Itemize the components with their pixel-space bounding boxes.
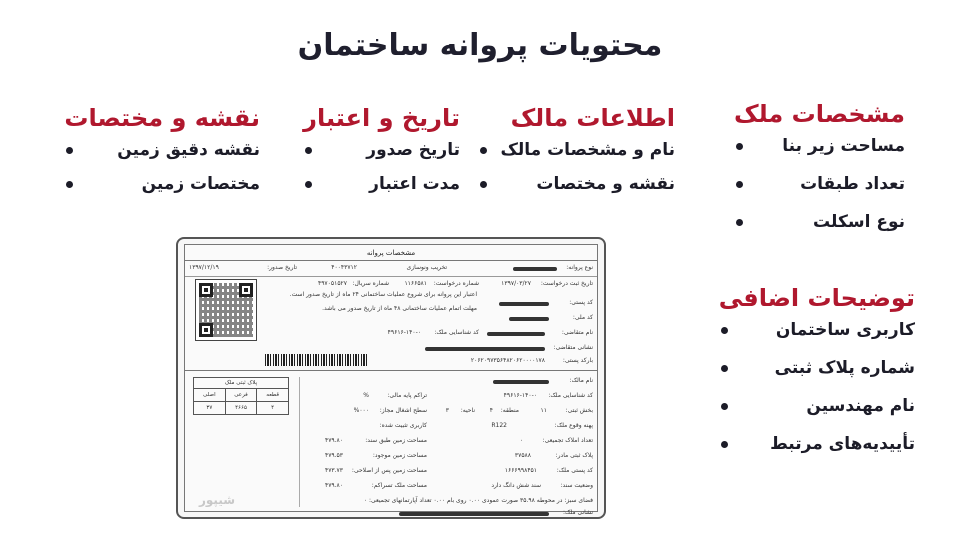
district-label: منطقه: (500, 407, 519, 414)
postal-barcode (265, 354, 369, 366)
deed-area-label: مساحت زمین طبق سند: (365, 437, 427, 444)
table-cell: فرعی (225, 389, 257, 401)
merged-count-value: ۰ (519, 437, 523, 444)
property-id-value: ۴۹۶۱۶-۱۴۰-۰ (387, 329, 421, 336)
plate-table-header-row (194, 389, 288, 402)
request-date-value: ۱۳۹۷/۰۳/۲۷ (501, 280, 531, 287)
bullet-list (303, 140, 460, 194)
postal-code-label: کد پستی: (569, 299, 593, 306)
issue-date-value: ۱۳۹۷/۱۲/۱۹ (189, 264, 219, 271)
bullet-list (478, 140, 675, 194)
applicant-address-label: نشانی متقاضی: (553, 344, 593, 351)
list-item: مختصات زمین (64, 174, 260, 194)
list-item: نام مهندسین (719, 396, 915, 416)
density-area-label: مساحت ملک تسراکم: (371, 482, 427, 489)
national-code-label: کد ملی: (572, 314, 593, 321)
list-item: شماره پلاک ثبتی (719, 358, 915, 378)
permit-type-value: تخریب ونوسازی (406, 264, 447, 271)
deed-status-label: وضعیت سند: (560, 482, 593, 489)
permit-serial: ۴۰۰۴۳۷۱۲ (331, 264, 357, 271)
qr-finder (199, 283, 213, 297)
registry-section-value: ۱۱ (540, 407, 547, 414)
bullet-list (734, 136, 905, 232)
table-cell: ۴ (256, 402, 288, 415)
request-no-value: ۱۱۶۶۵۸۱ (404, 280, 427, 287)
list-item: مساحت زیر بنا (734, 136, 905, 156)
zone-value: R122 (491, 422, 507, 429)
postal-barcode-label: بارکد پستی: (562, 357, 593, 364)
notice-completion: مهلت اتمام عملیات ساختمانی ۴۸ ماه از تاریخ صدور می باشد. (322, 305, 477, 312)
green-space-line: فضای سبز: در محوطه ۳۵.۹۸ صورت عمودی ۰.۰۰ روی بام ۰.۰۰ تعداد آپارتمانهای تجمیعی: ۰ (363, 497, 593, 504)
qr-finder (239, 283, 253, 297)
property-id-label: کد شناسایی ملک: (434, 329, 479, 336)
redaction-bar (509, 317, 549, 321)
section-title: مشخصات ملک (734, 100, 905, 128)
qr-finder (199, 323, 213, 337)
section-title: تاریخ و اعتبار (303, 104, 460, 132)
table-cell: ۴۶۶۵ (225, 402, 257, 415)
redaction-bar (513, 267, 557, 271)
section-property-specs (734, 100, 905, 250)
table-cell: قطعه (256, 389, 288, 401)
property-postal-value: ۱۶۶۶۹۹۸۴۵۱ (504, 467, 537, 474)
list-item: مدت اعتبار (303, 174, 460, 194)
issue-date-label: تاریخ صدور: (267, 264, 297, 271)
redaction-bar (487, 332, 545, 336)
density-value: % (363, 392, 369, 399)
deed-status-value: سند شش دانگ دارد (491, 482, 541, 489)
registry-section-label: بخش ثبتی: (565, 407, 593, 414)
notice-validity: اعتبار این پروانه برای شروع عملیات ساختمانی ۲۴ ماه از تاریخ صدور است. (289, 291, 477, 298)
area-label: ناحیه: (460, 407, 475, 414)
section-map-coordinates (64, 104, 260, 208)
redaction-bar (499, 302, 549, 306)
section-date-validity (303, 104, 460, 208)
applicant-label: نام متقاضی: (561, 329, 593, 336)
request-date-label: تاریخ ثبت درخواست: (540, 280, 593, 287)
section-title: اطلاعات مالک (510, 104, 675, 132)
plate-table-title: پلاک ثبتی ملک (194, 378, 288, 389)
permit-type-label: نوع پروانه: (566, 264, 593, 271)
redaction-bar (399, 512, 549, 516)
current-area-value: ۴۷۹.۵۳ (324, 452, 343, 459)
bullet-list (719, 320, 915, 454)
page-title: محتویات پروانه ساختمان (297, 28, 663, 63)
plate-table-value-row (194, 402, 288, 415)
owner-name-label: نام مالک: (569, 377, 593, 384)
redaction-bar (425, 347, 545, 351)
district-value: ۴ (489, 407, 493, 414)
section-title: نقشه و مختصات (64, 104, 260, 132)
deed-area-value: ۴۷۹.۸۰ (324, 437, 343, 444)
property-postal-label: کد پستی ملک: (556, 467, 593, 474)
fixed-use-label: کاربری تثبیت شده: (379, 422, 427, 429)
list-item: تأییدیه‌های مرتبط (719, 434, 915, 454)
merged-count-label: تعداد املاک تجمیعی: (542, 437, 593, 444)
table-cell: ۳۷ (206, 405, 213, 411)
section-title: توضیحات اضافی (718, 284, 915, 312)
occupancy-value: %۰۰۰ (353, 407, 369, 414)
list-item: نوع اسکلت (734, 212, 905, 232)
list-item: تعداد طبقات (734, 174, 905, 194)
occupancy-label: سطح اشغال مجاز: (379, 407, 427, 414)
serial-no-label: شماره سریال: (352, 280, 389, 287)
area-value: ۳ (445, 407, 449, 414)
plate-table (193, 377, 289, 415)
current-area-label: مساحت زمین موجود: (372, 452, 427, 459)
parent-plate-label: پلاک ثبتی مادر: (555, 452, 593, 459)
section-divider (185, 369, 597, 371)
column-divider (299, 377, 300, 507)
list-item: نقشه و مختصات (478, 174, 675, 194)
list-item: کاربری ساختمان (719, 320, 915, 340)
property-code-value: ۴۹۶۱۶-۱۴۰-۰ (503, 392, 537, 399)
corrected-area-value: ۴۷۳.۷۳ (324, 467, 343, 474)
density-label: تراکم پایه مالی: (387, 392, 427, 399)
qr-code (195, 279, 257, 341)
permit-frame (184, 244, 598, 516)
building-permit-document (176, 237, 606, 519)
permit-row-top (185, 261, 597, 277)
postal-barcode-number: ۲۰۶۲۰۹۷۳۵۶۴۸۲۰۶۲۰۰۰۰۱۷۸ (470, 357, 545, 364)
permit-header: مشخصات پروانه (185, 245, 597, 261)
density-area-value: ۴۷۹.۸۰ (324, 482, 343, 489)
property-address-label: نشانی ملک: (562, 509, 593, 516)
parent-plate-value: ۳۷۵۸۸ (514, 452, 531, 459)
corrected-area-label: مساحت زمین پس از اصلاحی: (351, 467, 427, 474)
request-no-label: شماره درخواست: (433, 280, 479, 287)
redaction-bar (493, 380, 549, 384)
section-owner-info (478, 104, 675, 208)
list-item: نقشه دقیق زمین (64, 140, 260, 160)
section-additional-notes (719, 284, 915, 472)
list-item: تاریخ صدور (303, 140, 460, 160)
table-cell: اصلی (203, 392, 216, 398)
bullet-list (64, 140, 260, 194)
watermark-logo: شیپور (199, 493, 236, 507)
list-item: نام و مشخصات مالک (478, 140, 675, 160)
zone-label: پهنه وقوع ملک: (554, 422, 593, 429)
property-code-label: کد شناسایی ملک: (548, 392, 593, 399)
serial-no-value: ۴۹۷۰۵۱۵۲۷ (317, 280, 347, 287)
